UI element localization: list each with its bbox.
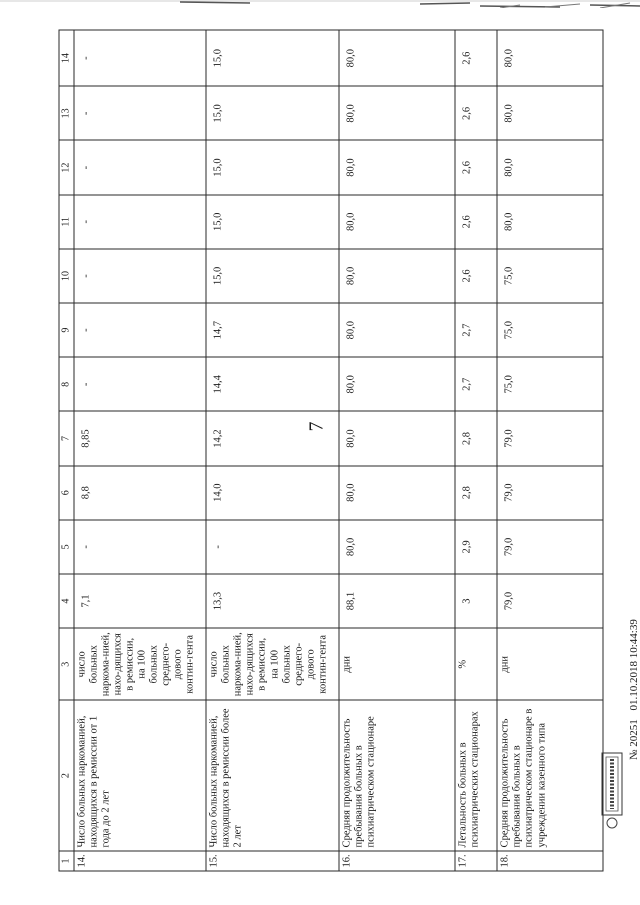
scan-noise bbox=[0, 0, 640, 8]
value-cell: 2,8 bbox=[455, 466, 497, 520]
value-cell: 2,6 bbox=[455, 140, 497, 194]
row-index: 18. bbox=[497, 851, 603, 871]
row-index: 15. bbox=[206, 851, 339, 871]
value-cell: 75,0 bbox=[497, 357, 603, 411]
indicator-name: Средняя продолжительность пребывания больных в психиатрическом стационаре в учреждении казенного типа bbox=[497, 700, 603, 851]
table-row bbox=[74, 30, 207, 871]
value-cell: 75,0 bbox=[497, 303, 603, 357]
value-cell: 2,8 bbox=[455, 411, 497, 465]
value-cell: - bbox=[74, 195, 207, 249]
indicator-name: Средняя продолжительность пребывания больных в психиатрическом стационаре bbox=[339, 700, 455, 851]
value-cell: 88,1 bbox=[339, 574, 455, 628]
value-cell: 2,7 bbox=[455, 303, 497, 357]
value-cell: 7,1 bbox=[74, 574, 207, 628]
row-index: 17. bbox=[455, 851, 497, 871]
value-cell: 15,0 bbox=[206, 86, 339, 140]
value-cell: 80,0 bbox=[339, 466, 455, 520]
value-cell: - bbox=[74, 86, 207, 140]
value-cell: 79,0 bbox=[497, 520, 603, 574]
value-cell: 80,0 bbox=[497, 86, 603, 140]
document-footer bbox=[628, 613, 640, 760]
col-header: 12 bbox=[59, 140, 74, 194]
indicator-name: Летальность больных в психиатрических стационарах bbox=[455, 700, 497, 851]
col-header: 10 bbox=[59, 249, 74, 303]
value-cell: 2,9 bbox=[455, 520, 497, 574]
col-header: 6 bbox=[59, 466, 74, 520]
table-row bbox=[206, 30, 339, 871]
value-cell: 80,0 bbox=[339, 520, 455, 574]
col-header: 14 bbox=[59, 30, 74, 86]
value-cell: 80,0 bbox=[497, 140, 603, 194]
value-cell: 80,0 bbox=[497, 30, 603, 86]
value-cell: 2,6 bbox=[455, 30, 497, 86]
indicator-name: Число больных наркоманией, находящихся в ремиссии более 2 лет bbox=[206, 700, 339, 851]
value-cell: 79,0 bbox=[497, 466, 603, 520]
value-cell: - bbox=[74, 303, 207, 357]
value-cell: - bbox=[74, 357, 207, 411]
col-header: 13 bbox=[59, 86, 74, 140]
value-cell: 14,7 bbox=[206, 303, 339, 357]
col-header: 4 bbox=[59, 574, 74, 628]
value-cell: 15,0 bbox=[206, 195, 339, 249]
value-cell: 8,85 bbox=[74, 411, 207, 465]
col-header: 2 bbox=[59, 700, 74, 851]
col-header: 7 bbox=[59, 411, 74, 465]
value-cell: 80,0 bbox=[339, 249, 455, 303]
value-cell: - bbox=[74, 520, 207, 574]
value-cell: 15,0 bbox=[206, 30, 339, 86]
value-cell: 14,2 bbox=[206, 411, 339, 465]
value-cell: 75,0 bbox=[497, 249, 603, 303]
unit-cell: % bbox=[455, 628, 497, 700]
col-header: 3 bbox=[59, 628, 74, 700]
value-cell: 80,0 bbox=[339, 195, 455, 249]
unit-cell: дни bbox=[339, 628, 455, 700]
value-cell: - bbox=[74, 249, 207, 303]
value-cell: 3 bbox=[455, 574, 497, 628]
unit-cell: число больных наркома-нией, нахо-дящихся в ремиссии, на 100 больных среднего-дового контин-гента bbox=[206, 628, 339, 700]
value-cell: 80,0 bbox=[339, 357, 455, 411]
value-cell: 14,4 bbox=[206, 357, 339, 411]
rotated-table-container bbox=[59, 30, 604, 872]
unit-cell: дни bbox=[497, 628, 603, 700]
col-header: 8 bbox=[59, 357, 74, 411]
value-cell: 80,0 bbox=[339, 303, 455, 357]
value-cell: 2,7 bbox=[455, 357, 497, 411]
col-header: 11 bbox=[59, 195, 74, 249]
electronic-signature-stamp bbox=[596, 745, 630, 835]
value-cell: 8,8 bbox=[74, 466, 207, 520]
value-cell: 15,0 bbox=[206, 249, 339, 303]
indicators-table bbox=[59, 30, 604, 872]
value-cell: 79,0 bbox=[497, 574, 603, 628]
row-index: 14. bbox=[74, 851, 207, 871]
page-number: 7 bbox=[305, 421, 328, 432]
col-header: 9 bbox=[59, 303, 74, 357]
value-cell: 2,6 bbox=[455, 195, 497, 249]
row-index: 16. bbox=[339, 851, 455, 871]
value-cell: 80,0 bbox=[339, 411, 455, 465]
value-cell: - bbox=[74, 140, 207, 194]
value-cell: 79,0 bbox=[497, 411, 603, 465]
col-header: 5 bbox=[59, 520, 74, 574]
header-row bbox=[59, 30, 74, 871]
value-cell: 14,0 bbox=[206, 466, 339, 520]
value-cell: 80,0 bbox=[497, 195, 603, 249]
value-cell: 2,6 bbox=[455, 249, 497, 303]
table-row bbox=[455, 30, 497, 871]
indicator-name: Число больных наркоманией, находящихся в ремиссии от 1 года до 2 лет bbox=[74, 700, 207, 851]
table-row bbox=[339, 30, 455, 871]
value-cell: 2,6 bbox=[455, 86, 497, 140]
document-datetime: 01.10.2018 10:44:39 bbox=[628, 619, 640, 711]
document-number: № 20251 bbox=[628, 719, 640, 760]
value-cell: 80,0 bbox=[339, 140, 455, 194]
unit-cell: число больных наркома-нией, нахо-дящихся в ремиссии, на 100 больных среднего-дового контин-гента bbox=[74, 628, 207, 700]
value-cell: 80,0 bbox=[339, 30, 455, 86]
value-cell: - bbox=[74, 30, 207, 86]
value-cell: 13,3 bbox=[206, 574, 339, 628]
table-row bbox=[497, 30, 603, 871]
value-cell: - bbox=[206, 520, 339, 574]
value-cell: 80,0 bbox=[339, 86, 455, 140]
value-cell: 15,0 bbox=[206, 140, 339, 194]
col-header: 1 bbox=[59, 851, 74, 871]
